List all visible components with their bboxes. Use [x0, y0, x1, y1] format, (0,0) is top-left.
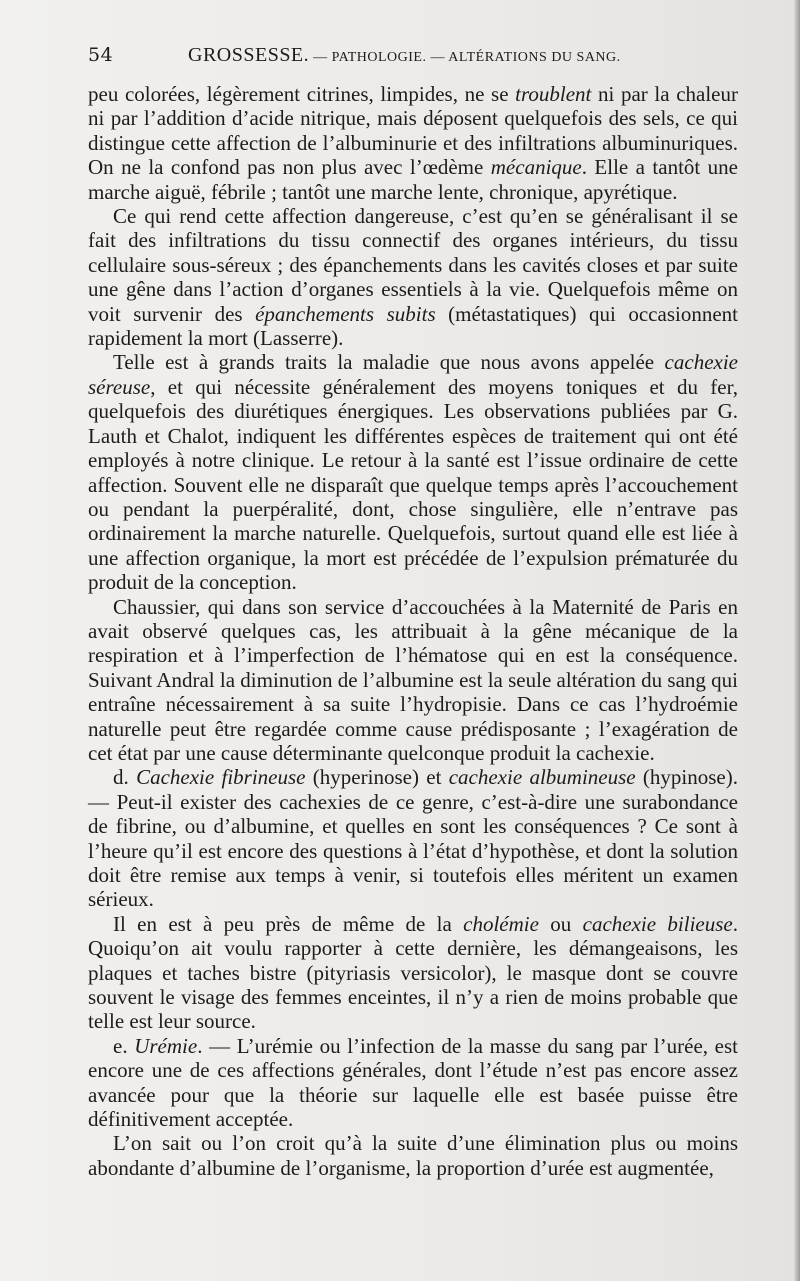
paragraph-p6: [88, 912, 738, 1034]
italic-text: Urémie: [134, 1033, 198, 1058]
italic-text: cholémie: [463, 911, 539, 936]
italic-text: cachexie bilieuse: [582, 911, 733, 936]
paragraph-p4: [88, 595, 738, 766]
italic-text: cachexie albumineuse: [448, 765, 636, 790]
text-run: peu colorées, légèrement citrines, limpides, ne se: [88, 82, 516, 106]
running-title: [188, 44, 621, 67]
italic-text: Cachexie fibrineuse: [136, 765, 306, 790]
text-run: d.: [113, 765, 137, 790]
header-subsection: ALTÉRATIONS DU SANG.: [448, 50, 621, 65]
paragraph-p5: [88, 765, 738, 911]
italic-text: troublent: [515, 82, 592, 106]
body-text: [88, 82, 738, 1180]
text-run: (hyperinose) et: [305, 765, 449, 790]
text-run: e.: [113, 1033, 135, 1058]
running-header: [88, 44, 728, 74]
text-run: . — L’urémie ou l’infection de la masse du sang par l’urée, est encore une de ces affections générales, dont l’étude n’est pas encore assez avancée pour que la théorie sur laquelle elle est basée puisse être définitivement acceptée.: [88, 1033, 738, 1132]
italic-text: cachexie séreuse: [88, 350, 738, 399]
italic-text: mécanique: [490, 155, 582, 180]
italic-text: épanchements subits: [255, 301, 436, 326]
header-separator: —: [426, 50, 449, 65]
text-run: L’on sait ou l’on croit qu’à la suite d’une élimination plus ou moins abondante d’albumine de l’organisme, la proportion d’urée est augmentée,: [88, 1131, 738, 1180]
text-run: (hypinose). — Peut-il exister des cachexies de ce genre, c’est-à-dire une surabondance de fibrine, ou d’albumine, et quelles en sont les conséquences ? Ce sont à l’heure qu’il est encore des questions à l’état d’hypothèse, et dont la solution doit être remise aux temps à venir, si toutefois elles méritent un examen sérieux.: [88, 765, 738, 912]
paragraph-p1: [88, 82, 738, 204]
header-section: PATHOLOGIE.: [331, 50, 427, 65]
paragraph-p3: [88, 350, 738, 594]
paragraph-p7: [88, 1034, 738, 1132]
text-run: Chaussier, qui dans son service d’accouchées à la Maternité de Paris en avait observé quelques cas, les attribuait à la gêne mécanique de la respiration et à l’imperfection de l’hématose qui en est la conséquence. Suivant Andral la diminution de l’albumine est la seule altération du sang qui entraîne nécessairement à sa suite l’hydropisie. Dans ce cas l’hydroémie naturelle peut être regardée comme cause prédisposante ; l’exagération de cet état par une cause déterminante quelconque produit la cachexie.: [88, 594, 738, 765]
page-edge-shadow: [794, 0, 800, 1281]
text-run: ni par la chaleur ni par l’addition d’acide nitrique, mais déposent quelquefois des sels, ce qui distingue cette affection de l’albuminurie et des infiltrations albuminuriques. On ne la confond pas non plus avec l’œdème: [88, 82, 738, 180]
text-run: . Quoiqu’on ait voulu rapporter à cette dernière, les démangeaisons, les plaques et taches bistre (pityriasis versicolor), le masque dont se couvre souvent le visage des femmes enceintes, il n’y a rien de moins probable que telle est leur source.: [88, 911, 738, 1034]
page-number: 54: [88, 44, 114, 66]
text-run: Telle est à grands traits la maladie que nous avons appelée: [113, 350, 665, 375]
paragraph-p2: [88, 204, 738, 350]
text-run: (métastatiques) qui occasionnent rapidement la mort (Lasserre).: [88, 301, 738, 351]
text-run: Ce qui rend cette affection dangereuse, c’est qu’en se généralisant il se fait des infiltrations du tissu connectif des organes intérieurs, du tissu cellulaire sous-séreux ; des épanchements dans les cavités closes et par suite une gêne dans l’action d’organes essentiels à la vie. Quelquefois même on voit survenir des: [88, 204, 738, 326]
text-run: , et qui nécessite généralement des moyens toniques et du fer, quelquefois des diurétiques énergiques. Les observations publiées par G. Lauth et Chalot, indiquent les différentes espèces de traitement qui ont été employés à notre clinique. Le retour à la santé est l’issue ordinaire de cette affection. Souvent elle ne disparaît que quelque temps après l’accouchement ou pendant la puerpéralité, dont, chose singulière, elle n’entrave pas ordinairement la marche naturelle. Quelquefois, surtout quand elle est liée à une affection organique, la mort est précédée de l’expulsion prématurée du produit de la conception.: [88, 374, 738, 595]
text-run: ou: [538, 911, 583, 936]
header-separator: —: [309, 50, 332, 65]
text-run: Il en est à peu près de même de la: [113, 911, 464, 936]
header-title: GROSSESSE.: [188, 44, 310, 66]
paragraph-p8: [88, 1131, 738, 1180]
text-run: . Elle a tantôt une marche aiguë, fébrile ; tantôt une marche lente, chronique, apyrétique.: [88, 155, 738, 204]
